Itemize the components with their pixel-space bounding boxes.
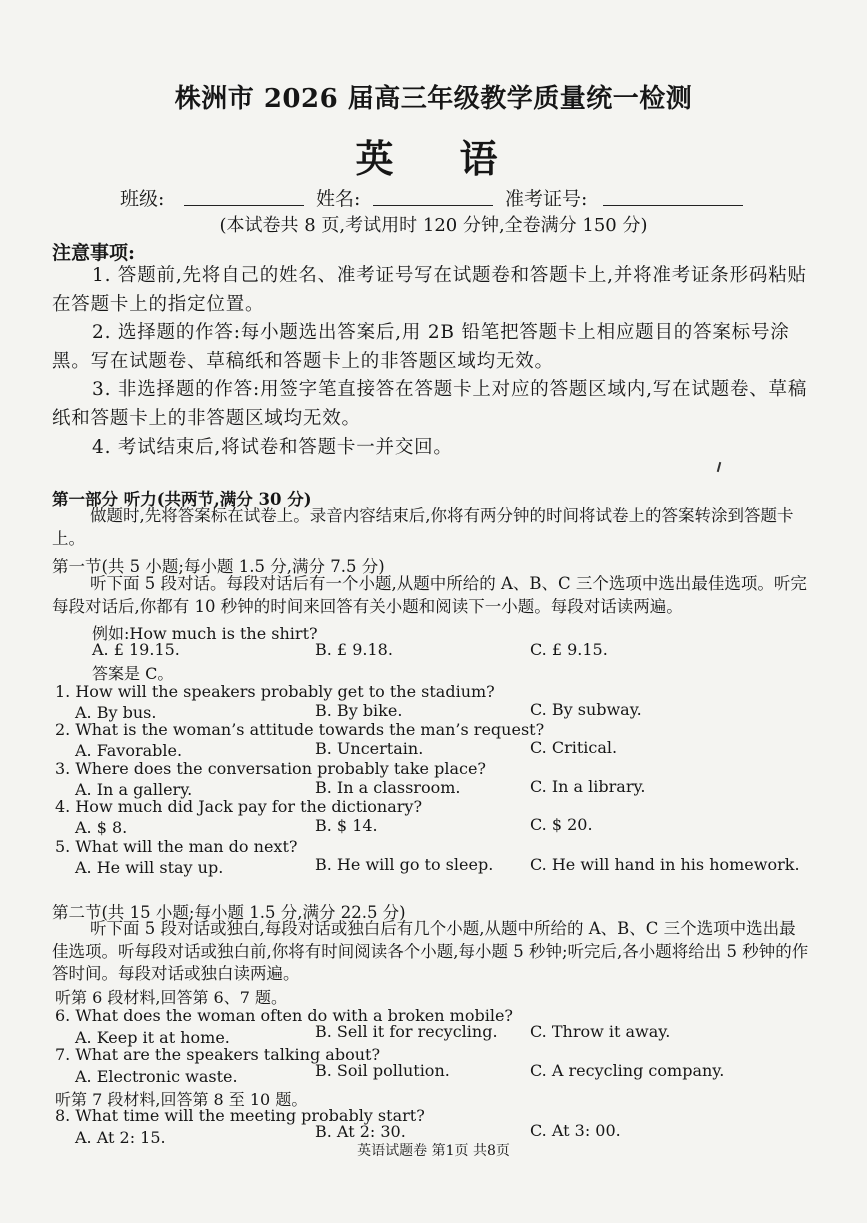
part1-intro: 做题时,先将答案标在试卷上。录音内容结束后,你将有两分钟的时间将试卷上的答案转涂到答题卡上。 [52, 506, 794, 548]
notes-title: 注意事项: [52, 242, 136, 264]
question-text: 6. What does the woman often do with a broken mobile? [55, 1006, 513, 1025]
option-a[interactable]: A. By bus. [75, 703, 157, 722]
example-option-b: B. £ 9.18. [315, 640, 393, 659]
id-field[interactable] [603, 205, 743, 206]
note-item: 3. 非选择题的作答:用签字笔直接答在答题卡上对应的答题区域内,写在试题卷、草稿纸和答题卡上的非答题区域均无效。 [52, 379, 808, 429]
note-item: 2. 选择题的作答:每小题选出答案后,用 2B 铅笔把答题卡上相应题目的答案标号涂黑。写在试题卷、草稿纸和答题卡上的非答题区域均无效。 [52, 322, 790, 372]
exam-info: (本试卷共 8 页,考试用时 120 分钟,全卷满分 150 分) [219, 215, 648, 236]
option-a[interactable]: A. Favorable. [75, 741, 183, 760]
exam-title: 株洲市 2026 届高三年级教学质量统一检测 [174, 84, 693, 114]
name-label: 姓名: [316, 188, 361, 210]
example-answer: 答案是 C。 [92, 664, 174, 683]
option-b[interactable]: B. Sell it for recycling. [315, 1022, 498, 1041]
example-option-c: C. £ 9.15. [530, 640, 608, 659]
option-c[interactable]: C. He will hand in his homework. [530, 855, 800, 874]
option-b[interactable]: B. $ 14. [315, 816, 378, 835]
section2-intro: 听下面 5 段对话或独白,每段对话或独白后有几个小题,从题中所给的 A、B、C 三个选项中选出最佳选项。听每段对话或独白前,你将有时间阅读各个小题,每小题 5 秒钟;听完后,各小题将给出 5 秒钟的作答时间。每段对话或独白读两遍。 [52, 919, 809, 983]
note-item: 4. 考试结束后,将试卷和答题卡一并交回。 [92, 436, 453, 458]
question-text: 5. What will the man do next? [55, 837, 298, 856]
section1-intro: 听下面 5 段对话。每段对话后有一个小题,从题中所给的 A、B、C 三个选项中选出最佳选项。听完每段对话后,你都有 10 秒钟的时间来回答有关小题和阅读下一小题。每段对话读两遍。 [52, 574, 807, 616]
option-c[interactable]: C. At 3: 00. [530, 1121, 621, 1140]
question-text: 2. What is the woman’s attitude towards the man’s request? [55, 720, 545, 739]
material-7-instruction: 听第 7 段材料,回答第 8 至 10 题。 [55, 1090, 308, 1109]
option-c[interactable]: C. Throw it away. [530, 1022, 671, 1041]
option-b[interactable]: B. Uncertain. [315, 739, 424, 758]
note-item: 1. 答题前,先将自己的姓名、准考证号写在试题卷和答题卡上,并将准考证条形码粘贴在答题卡上的指定位置。 [52, 265, 807, 315]
option-b[interactable]: B. By bike. [315, 701, 403, 720]
option-a[interactable]: A. In a gallery. [75, 780, 193, 799]
option-b[interactable]: B. Soil pollution. [315, 1061, 450, 1080]
option-a[interactable]: A. Keep it at home. [75, 1028, 230, 1047]
example-option-a: A. £ 19.15. [92, 640, 180, 659]
class-label: 班级: [120, 188, 165, 210]
option-b[interactable]: B. He will go to sleep. [315, 855, 494, 874]
option-a[interactable]: A. Electronic waste. [75, 1067, 238, 1086]
question-text: 4. How much did Jack pay for the dictionary? [55, 797, 423, 816]
part1-header: 第一部分 听力(共两节,满分 30 分) [52, 490, 312, 509]
option-a[interactable]: A. He will stay up. [75, 858, 224, 877]
id-label: 准考证号: [505, 188, 588, 210]
option-a[interactable]: A. $ 8. [75, 818, 128, 837]
name-field[interactable] [373, 205, 493, 206]
option-c[interactable]: C. In a library. [530, 777, 646, 796]
notes-list [52, 262, 812, 462]
subject-title: 英 语 [355, 136, 512, 181]
material-6-instruction: 听第 6 段材料,回答第 6、7 题。 [55, 988, 287, 1007]
question-text: 7. What are the speakers talking about? [55, 1045, 381, 1064]
option-c[interactable]: C. Critical. [530, 738, 618, 757]
class-field[interactable] [184, 205, 304, 206]
section1-header: 第一节(共 5 小题;每小题 1.5 分,满分 7.5 分) [52, 557, 385, 576]
stray-mark [717, 462, 722, 472]
example-question: 例如:How much is the shirt? [92, 624, 318, 643]
option-c[interactable]: C. A recycling company. [530, 1061, 725, 1080]
option-b[interactable]: B. At 2: 30. [315, 1122, 406, 1141]
option-c[interactable]: C. $ 20. [530, 815, 593, 834]
question-text: 1. How will the speakers probably get to the stadium? [55, 682, 495, 701]
option-a[interactable]: A. At 2: 15. [75, 1128, 166, 1147]
question-text: 3. Where does the conversation probably take place? [55, 759, 486, 778]
section2-header: 第二节(共 15 小题;每小题 1.5 分,满分 22.5 分) [52, 903, 406, 922]
option-b[interactable]: B. In a classroom. [315, 778, 461, 797]
question-text: 8. What time will the meeting probably start? [55, 1106, 425, 1125]
page-footer: 英语试题卷 第1页 共8页 [357, 1143, 510, 1159]
option-c[interactable]: C. By subway. [530, 700, 642, 719]
